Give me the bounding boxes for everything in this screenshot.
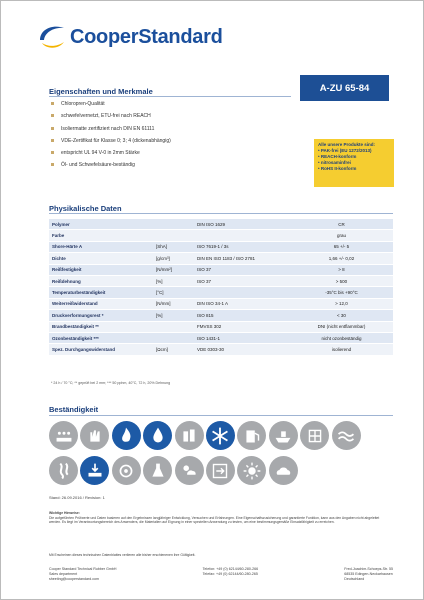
table-row xyxy=(49,332,393,343)
cell-property: Reißdehnung xyxy=(49,275,153,286)
footer-contact xyxy=(203,567,258,582)
cell-unit: [°C] xyxy=(153,287,194,298)
cell-unit: [Ωcm] xyxy=(153,344,194,355)
cloud-icon xyxy=(269,456,298,485)
cell-method: ISO 7619-1 / 3s xyxy=(194,241,290,252)
revision-stamp: Stand: 26.09.2016 / Revision: 1 xyxy=(49,495,105,500)
cell-value: CR xyxy=(290,219,393,230)
cell-value: grau xyxy=(290,230,393,241)
footer-line: sheeting@cooperstandard.com xyxy=(49,577,99,581)
arrow-icon xyxy=(206,456,235,485)
cell-value: -35°C bis +90°C xyxy=(290,287,393,298)
cell-unit xyxy=(153,219,194,230)
table-row xyxy=(49,287,393,298)
table-row xyxy=(49,321,393,332)
cell-unit: [%] xyxy=(153,310,194,321)
grid-icon xyxy=(300,421,329,450)
cell-unit: [ShA] xyxy=(153,241,194,252)
footer-line xyxy=(203,577,258,582)
compliance-box xyxy=(314,139,394,187)
table-row xyxy=(49,264,393,275)
footer-line: Telefon: +49 (0) 62144/60-280-266 xyxy=(202,567,259,571)
validity-note: Mit Erscheinen dieses technischen Datenblattes verlieren alle bisher erschienenen ihre Gültigkeit. xyxy=(49,553,196,557)
physical-data-table xyxy=(49,219,393,356)
resistance-icons-row-2 xyxy=(49,456,395,485)
cell-method xyxy=(194,287,290,298)
compliance-item: • REACH-konform xyxy=(318,154,357,159)
feature-item: entspricht UL 94 V-0 in 2mm Stärke xyxy=(51,150,291,162)
cell-method xyxy=(194,230,290,241)
table-row xyxy=(49,298,393,309)
footer-line: Deutschland xyxy=(344,577,365,581)
page-footer xyxy=(49,567,393,582)
cell-property: Ozonbeständigkeit *** xyxy=(49,332,153,343)
table-row xyxy=(49,253,393,264)
cell-method: ISO 1431-1 xyxy=(194,332,290,343)
gas-icon xyxy=(112,456,141,485)
important-notes xyxy=(49,511,389,525)
cell-method: FMVSS 302 xyxy=(194,321,290,332)
table-row xyxy=(49,275,393,286)
feature-item: schwefelvernetzt, ETU-frei nach REACH xyxy=(51,113,291,125)
cell-value: 1,66 +/- 0,02 xyxy=(290,253,393,264)
brand-logo xyxy=(37,23,222,51)
footer-line: 68535 Edingen-Neckarhausen xyxy=(344,572,393,576)
compliance-item: • PAK-frei (EU 1272/2013) xyxy=(318,148,372,153)
compliance-title: Alle unsere Produkte sind: xyxy=(318,142,376,147)
table-footnote: * 24 h / 70 °C; ** geprüft bei 2 mm; *** 50 pphm, 40°C, 72 h, 20% Dehnung xyxy=(51,381,171,385)
cell-unit: [N/mm] xyxy=(153,298,194,309)
compliance-item: • nitrosaminfrei xyxy=(318,160,351,165)
cell-method: VDE 0303-30 xyxy=(194,344,290,355)
cell-value: > 12,0 xyxy=(290,298,393,309)
footer-line: Fred-Joachim-Schoeps-Str. 55 xyxy=(344,567,393,571)
footer-address xyxy=(344,567,393,582)
important-notes-text: Die aufgeführten Prüfwerte und Daten basieren auf den Ergebnissen langjähriger Entwicklung, Versuchen und Erfahrungen. Eine Eigenschaftszusicherung und garantierte Funktion, kann aus den Angaben nicht abgeleitet werden. Es liegt im Verantwortungsbereich des Anwenders, die Materialien auf Eignung in einer speziellen Anwendung zu testen, um eine bestimmungsgemäße Einsatzfähigkeit zu erreichen. xyxy=(49,515,380,525)
table-row xyxy=(49,344,393,355)
resistance-title: Beständigkeit xyxy=(49,405,99,414)
cell-property: Dichte xyxy=(49,253,153,264)
features-title: Eigenschaften und Merkmale xyxy=(49,87,153,96)
cell-unit: [%] xyxy=(153,275,194,286)
cell-property: Farbe xyxy=(49,230,153,241)
cell-value: > 500 xyxy=(290,275,393,286)
stretch-icon xyxy=(49,456,78,485)
cell-property: Reißfestigkeit xyxy=(49,264,153,275)
cell-unit xyxy=(153,332,194,343)
chemicals-icon xyxy=(175,421,204,450)
table-row xyxy=(49,241,393,252)
flask-icon xyxy=(143,456,172,485)
footer-company xyxy=(49,567,116,582)
important-notes-title: Wichtige Hinweise: xyxy=(49,511,80,515)
table-row xyxy=(49,230,393,241)
cell-unit xyxy=(153,321,194,332)
resistance-divider xyxy=(49,415,393,416)
features-divider xyxy=(49,96,291,97)
cell-value: nicht ozonbeständig xyxy=(290,332,393,343)
sun-icon xyxy=(237,456,266,485)
compliance-item: • RoHS II-konform xyxy=(318,166,357,171)
compliance-list xyxy=(318,148,390,172)
footer-line: Cooper Standard Technical Rubber GmbH xyxy=(49,567,117,571)
cell-method: DIN ISO 1629 xyxy=(194,219,290,230)
brand-name: CooperStandard xyxy=(70,25,223,48)
ship-icon xyxy=(269,421,298,450)
features-list xyxy=(51,101,291,175)
cell-method: ISO 37 xyxy=(194,264,290,275)
feature-item: Isoliermatte zertifiziert nach DIN EN 61111 xyxy=(51,126,291,138)
cell-property: Shore-Härte A xyxy=(49,241,153,252)
cell-unit: [g/cm³] xyxy=(153,253,194,264)
feature-item: VDE-Zertifikat für Klasse 0; 3; 4 (dickenabhängig) xyxy=(51,138,291,150)
footer-line: Sales department xyxy=(49,572,78,576)
table-row xyxy=(49,310,393,321)
cell-method: DIN ISO 34-1 A xyxy=(194,298,290,309)
cell-property: Druckverformungsrest * xyxy=(49,310,153,321)
cell-value: isolierend xyxy=(290,344,393,355)
brand-swoosh-icon xyxy=(37,23,67,51)
cell-value: 65 +/- 5 xyxy=(290,241,393,252)
footer-line: Telefax: +49 (0) 62144/60-280-265 xyxy=(202,572,258,576)
cell-property: Polymer xyxy=(49,219,153,230)
cell-value: < 30 xyxy=(290,310,393,321)
cell-property: Spez. Durchgangswiderstand xyxy=(49,344,153,355)
fuel-icon xyxy=(237,421,266,450)
cell-method: ISO 815 xyxy=(194,310,290,321)
cell-property: Temperaturbeständigkeit xyxy=(49,287,153,298)
resistance-icons xyxy=(49,421,395,491)
cell-property: Weiterreißwiderstand xyxy=(49,298,153,309)
cell-value: DNI (nicht entflammbar) xyxy=(290,321,393,332)
dots-icon xyxy=(49,421,78,450)
oil-drop-icon xyxy=(143,421,172,450)
cell-value: > 8 xyxy=(290,264,393,275)
cell-unit: [N/mm²] xyxy=(153,264,194,275)
cell-method: ISO 37 xyxy=(194,275,290,286)
physical-title: Physikalische Daten xyxy=(49,204,122,213)
cell-property: Brandbeständigkeit ** xyxy=(49,321,153,332)
table-row xyxy=(49,219,393,230)
product-code-badge: A-ZU 65-84 xyxy=(300,75,389,101)
hand-icon xyxy=(80,421,109,450)
physical-divider xyxy=(49,213,393,214)
weather-icon xyxy=(175,456,204,485)
feature-item: Öl- und Schwefelsäure-beständig xyxy=(51,162,291,174)
resistance-icons-row-1 xyxy=(49,421,395,450)
flame-icon xyxy=(112,421,141,450)
feature-item: Chloropren-Qualität xyxy=(51,101,291,113)
wave-icon xyxy=(332,421,361,450)
cell-method: DIN EN ISO 1183 / ISO 2781 xyxy=(194,253,290,264)
cell-unit xyxy=(153,230,194,241)
pressure-icon xyxy=(80,456,109,485)
snowflake-icon xyxy=(206,421,235,450)
